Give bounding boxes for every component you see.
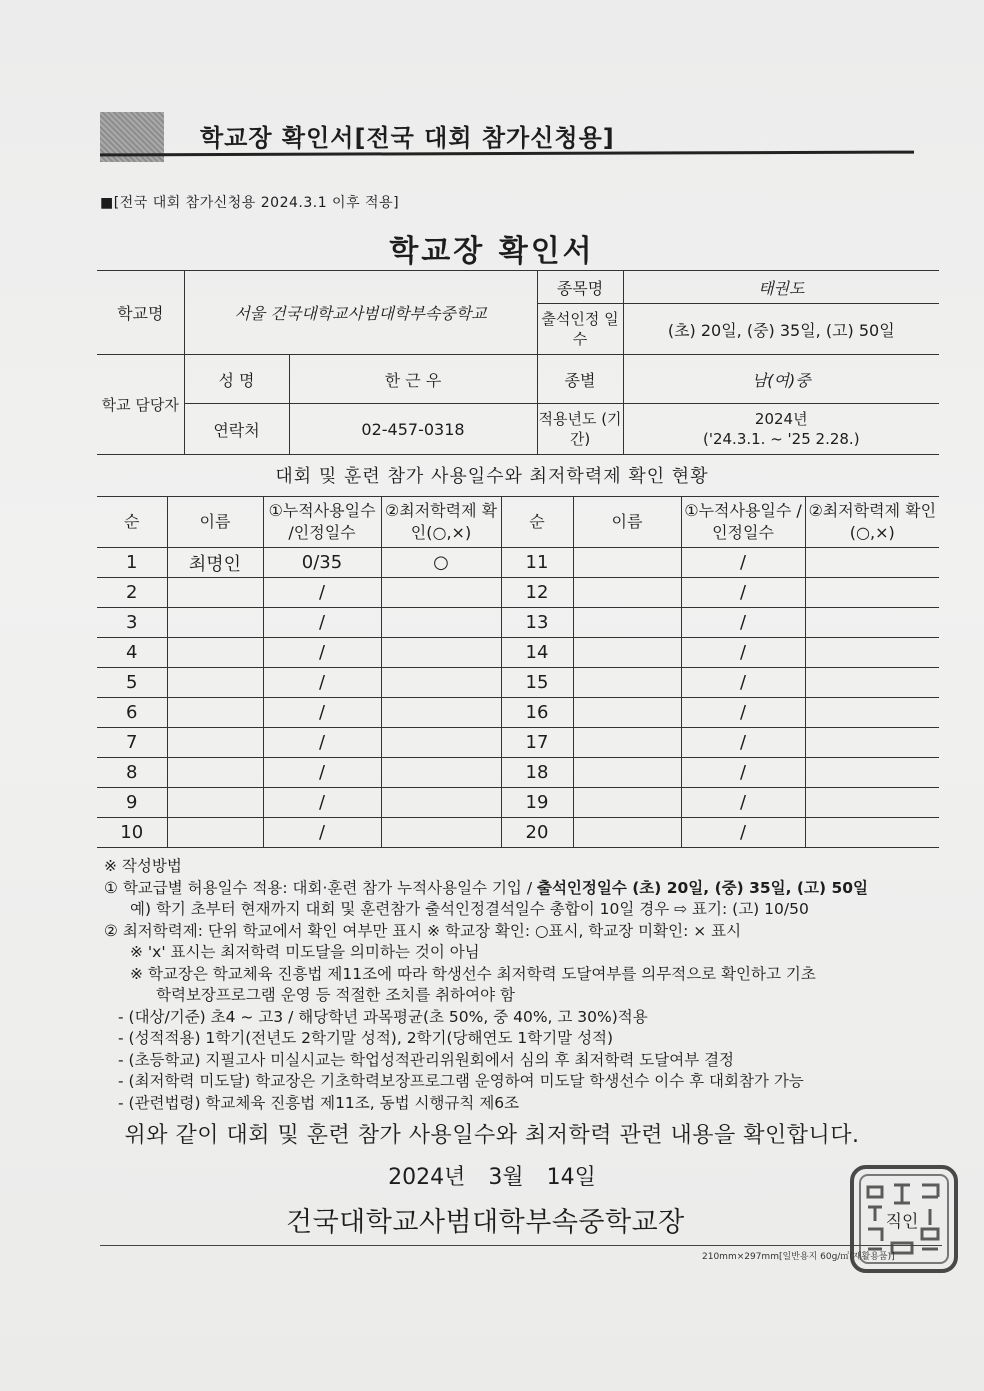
confirmation-statement: 위와 같이 대회 및 훈련 참가 사용일수와 최저학력 관련 내용을 확인합니다. bbox=[124, 1123, 860, 1148]
row-number: 3 bbox=[97, 608, 167, 638]
row-number: 4 bbox=[97, 638, 167, 668]
minimum-check-2 bbox=[805, 638, 939, 668]
instruction-2: ② 최저학력제: 단위 학교에서 확인 여부만 표시 ※ 학교장 확인: ○표시, 학교장 미확인: × 표시 bbox=[104, 921, 742, 940]
minimum-check-2 bbox=[805, 758, 939, 788]
used-days: / bbox=[263, 578, 381, 608]
school-name-value: 서울 건국대학교사범대학부속중학교 bbox=[184, 271, 537, 355]
event-value: 태권도 bbox=[623, 271, 939, 304]
student-name-2 bbox=[573, 638, 681, 668]
minimum-check bbox=[381, 728, 501, 758]
gender-label: 종별 bbox=[537, 355, 623, 404]
header-title: 학교장 확인서[전국 대회 참가신청용] bbox=[200, 124, 615, 152]
minimum-check-2 bbox=[805, 788, 939, 818]
student-name bbox=[167, 668, 263, 698]
table-row bbox=[97, 698, 939, 728]
minimum-check-2 bbox=[805, 578, 939, 608]
row-number-2: 20 bbox=[501, 818, 573, 848]
row-number-2: 13 bbox=[501, 608, 573, 638]
used-days: / bbox=[263, 668, 381, 698]
student-name bbox=[167, 788, 263, 818]
document-title: 학교장 확인서 bbox=[389, 234, 595, 269]
minimum-check-2 bbox=[805, 728, 939, 758]
student-name bbox=[167, 728, 263, 758]
col-header-no-2: 순 bbox=[501, 497, 573, 548]
minimum-check-2 bbox=[805, 548, 939, 578]
minimum-check bbox=[381, 608, 501, 638]
row-number-2: 15 bbox=[501, 668, 573, 698]
row-number: 1 bbox=[97, 548, 167, 578]
used-days: / bbox=[263, 758, 381, 788]
student-name bbox=[167, 578, 263, 608]
writing-instructions bbox=[104, 856, 944, 1114]
col-header-name: 이름 bbox=[167, 497, 263, 548]
detail-grade: - (성적적용) 1학기(전년도 2학기말 성적), 2학기(당해연도 1학기말 성적) bbox=[118, 1029, 614, 1047]
school-info-table bbox=[97, 270, 939, 455]
contact-label: 연락처 bbox=[184, 404, 289, 455]
period-year: 2024년 bbox=[754, 410, 808, 428]
instruction-1 bbox=[104, 878, 944, 900]
row-number-2: 16 bbox=[501, 698, 573, 728]
paper-spec-footnote: 210mm×297mm[일반용지 60g/㎡(재활용품)] bbox=[702, 1252, 895, 1262]
col-header-name-2: 이름 bbox=[573, 497, 681, 548]
participation-status-table bbox=[97, 496, 939, 848]
student-name-2 bbox=[573, 818, 681, 848]
student-name bbox=[167, 608, 263, 638]
minimum-check bbox=[381, 578, 501, 608]
col-header-days: ①누적사용일수 /인정일수 bbox=[263, 497, 381, 548]
table-row bbox=[97, 728, 939, 758]
minimum-check bbox=[381, 668, 501, 698]
row-number-2: 14 bbox=[501, 638, 573, 668]
instruction-1-bold: 출석인정일수 (초) 20일, (중) 35일, (고) 50일 bbox=[536, 878, 869, 897]
used-days: / bbox=[263, 608, 381, 638]
minimum-check bbox=[381, 758, 501, 788]
minimum-check bbox=[381, 698, 501, 728]
instruction-1-text: ① 학교급별 허용일수 적용: 대회·훈련 참가 누적사용일수 기입 / bbox=[104, 878, 537, 897]
student-name bbox=[167, 698, 263, 728]
instruction-1-example: 예) 학기 초부터 현재까지 대회 및 훈련참가 출석인정결석일수 총합이 10일 경우 ⇨ 표기: (고) 10/50 bbox=[130, 900, 809, 918]
row-number-2: 12 bbox=[501, 578, 573, 608]
used-days: 0/35 bbox=[263, 548, 381, 578]
minimum-check bbox=[381, 788, 501, 818]
student-name bbox=[167, 818, 263, 848]
row-number: 7 bbox=[97, 728, 167, 758]
used-days-2: / bbox=[681, 548, 805, 578]
student-name bbox=[167, 638, 263, 668]
detail-target: - (대상/기준) 초4 ~ 고3 / 해당학년 과목평균(초 50%, 중 40%, 고 30%)적용 bbox=[118, 1007, 648, 1026]
minimum-check: ○ bbox=[381, 548, 501, 578]
row-number: 2 bbox=[97, 578, 167, 608]
student-name-2 bbox=[573, 578, 681, 608]
period-range: ('24.3.1. ~ '25 2.28.) bbox=[702, 430, 860, 448]
instruction-note-1: ※ 'x' 표시는 최저학력 미도달을 의미하는 것이 아님 bbox=[130, 943, 480, 961]
used-days-2: / bbox=[681, 578, 805, 608]
student-name: 최명인 bbox=[167, 548, 263, 578]
used-days-2: / bbox=[681, 728, 805, 758]
used-days: / bbox=[263, 728, 381, 758]
table-row bbox=[97, 818, 939, 848]
row-number-2: 19 bbox=[501, 788, 573, 818]
row-number-2: 17 bbox=[501, 728, 573, 758]
period-value bbox=[623, 404, 939, 455]
seal-text: 직인 bbox=[885, 1212, 919, 1232]
table-row bbox=[97, 668, 939, 698]
row-number: 9 bbox=[97, 788, 167, 818]
used-days: / bbox=[263, 638, 381, 668]
col-header-check-2: ②최저학력제 확인(○,×) bbox=[805, 497, 939, 548]
manager-name-value: 한 근 우 bbox=[289, 355, 537, 404]
gender-value: 남(여)중 bbox=[623, 355, 939, 404]
row-number-2: 18 bbox=[501, 758, 573, 788]
student-name-2 bbox=[573, 698, 681, 728]
row-number-2: 11 bbox=[501, 548, 573, 578]
used-days-2: / bbox=[681, 638, 805, 668]
row-number: 5 bbox=[97, 668, 167, 698]
table-row bbox=[97, 578, 939, 608]
row-number: 10 bbox=[97, 818, 167, 848]
detail-law: - (관련법령) 학교체육 진흥법 제11조, 동법 시행규칙 제6조 bbox=[118, 1093, 520, 1112]
used-days-2: / bbox=[681, 608, 805, 638]
used-days: / bbox=[263, 788, 381, 818]
instruction-note-2: ※ 학교장은 학교체육 진흥법 제11조에 따라 학생선수 최저학력 도달여부를 의무적으로 확인하고 기초 bbox=[130, 964, 816, 983]
table-row bbox=[97, 608, 939, 638]
col-header-no: 순 bbox=[97, 497, 167, 548]
school-name-label: 학교명 bbox=[97, 271, 184, 355]
minimum-check bbox=[381, 818, 501, 848]
table-row bbox=[97, 788, 939, 818]
instruction-note-2-cont: 학력보장프로그램 운영 등 적절한 조치를 취하여야 함 bbox=[156, 986, 515, 1004]
name-label: 성 명 bbox=[184, 355, 289, 404]
minimum-check bbox=[381, 638, 501, 668]
minimum-check-2 bbox=[805, 698, 939, 728]
attendance-days-value: (초) 20일, (중) 35일, (고) 50일 bbox=[623, 304, 939, 355]
school-manager-label: 학교 담당자 bbox=[97, 355, 184, 455]
minimum-check-2 bbox=[805, 608, 939, 638]
instructions-title: ※ 작성방법 bbox=[104, 857, 182, 875]
student-name bbox=[167, 758, 263, 788]
principal-signature: 건국대학교사범대학부속중학교장 bbox=[286, 1207, 685, 1238]
minimum-check-2 bbox=[805, 668, 939, 698]
row-number: 8 bbox=[97, 758, 167, 788]
issue-date: 2024년 3월 14일 bbox=[388, 1165, 596, 1190]
used-days: / bbox=[263, 818, 381, 848]
period-label: 적용년도 (기간) bbox=[537, 404, 623, 455]
col-header-days-2: ①누적사용일수 /인정일수 bbox=[681, 497, 805, 548]
table-row bbox=[97, 548, 939, 578]
row-number: 6 bbox=[97, 698, 167, 728]
student-name-2 bbox=[573, 608, 681, 638]
detail-below-minimum: - (최저학력 미도달) 학교장은 기초학력보장프로그램 운영하여 미도달 학생선수 이수 후 대회참가 가능 bbox=[118, 1072, 804, 1090]
used-days-2: / bbox=[681, 668, 805, 698]
bottom-rule bbox=[100, 1245, 942, 1246]
minimum-check-2 bbox=[805, 818, 939, 848]
detail-elementary: - (초등학교) 지필고사 미실시교는 학업성적관리위원회에서 심의 후 최저학력 도달여부 결정 bbox=[118, 1050, 735, 1069]
attendance-days-label: 출석인정 일수 bbox=[537, 304, 623, 355]
applicability-note: ■[전국 대회 참가신청용 2024.3.1 이후 적용] bbox=[100, 195, 400, 211]
used-days: / bbox=[263, 698, 381, 728]
student-name-2 bbox=[573, 758, 681, 788]
used-days-2: / bbox=[681, 698, 805, 728]
student-name-2 bbox=[573, 668, 681, 698]
used-days-2: / bbox=[681, 758, 805, 788]
event-label: 종목명 bbox=[537, 271, 623, 304]
col-header-check: ②최저학력제 확인(○,×) bbox=[381, 497, 501, 548]
contact-value: 02-457-0318 bbox=[289, 404, 537, 455]
student-name-2 bbox=[573, 788, 681, 818]
table-row bbox=[97, 638, 939, 668]
used-days-2: / bbox=[681, 818, 805, 848]
student-name-2 bbox=[573, 728, 681, 758]
used-days-2: / bbox=[681, 788, 805, 818]
student-name-2 bbox=[573, 548, 681, 578]
status-table-title: 대회 및 훈련 참가 사용일수와 최저학력제 확인 현황 bbox=[275, 466, 709, 487]
table-row bbox=[97, 758, 939, 788]
